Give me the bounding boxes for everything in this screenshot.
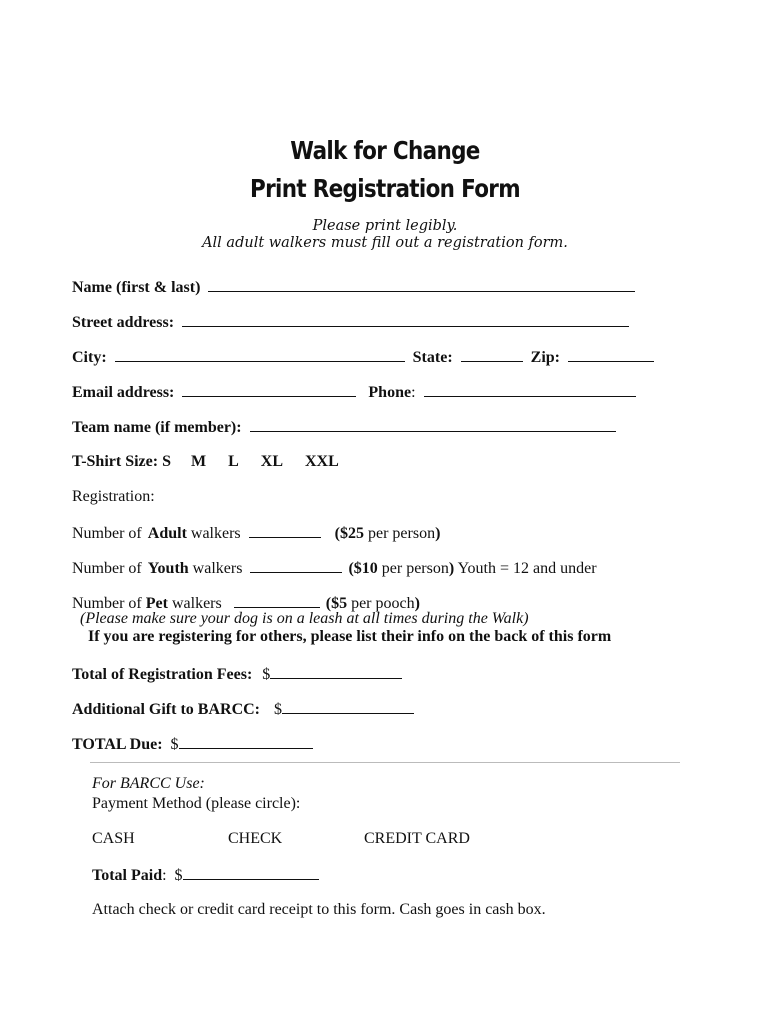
adult-label: Adult: [147, 525, 187, 542]
registration-heading: Registration:: [72, 488, 155, 505]
youth-price-unit: per person: [381, 560, 449, 577]
total-paid-field[interactable]: [183, 865, 319, 880]
zip-label: Zip:: [530, 349, 560, 366]
adult-walkers-row: [72, 523, 440, 543]
total-due-dollar: $: [170, 736, 179, 753]
payment-method-cash[interactable]: CASH: [92, 830, 135, 847]
pet-price: ($5: [325, 595, 348, 612]
street-label: Street address:: [72, 314, 175, 331]
youth-age-note: Youth = 12 and under: [457, 560, 597, 577]
youth-label: Youth: [147, 560, 189, 577]
total-due-row: [72, 734, 313, 754]
registration-fees-row: [72, 664, 402, 684]
registration-fees-label: Total of Registration Fees:: [72, 666, 253, 683]
tshirt-size-xxl[interactable]: XXL: [305, 453, 339, 470]
team-field[interactable]: [250, 417, 616, 432]
registration-fees-dollar: $: [262, 666, 271, 683]
tshirt-size-m[interactable]: M: [190, 453, 207, 470]
total-paid-dollar: $: [174, 867, 183, 884]
total-due-field[interactable]: [179, 734, 313, 749]
tshirt-row: [72, 453, 339, 471]
city-field[interactable]: [115, 347, 405, 362]
name-field[interactable]: [208, 277, 635, 292]
youth-suffix: walkers: [192, 560, 243, 577]
tshirt-label: T-Shirt Size: S: [72, 453, 171, 470]
form-title-line-2: Print Registration Form: [250, 174, 520, 203]
email-phone-row: [72, 382, 636, 402]
team-label: Team name (if member):: [72, 419, 242, 436]
attach-receipt-note: Attach check or credit card receipt to this form. Cash goes in cash box.: [92, 901, 546, 918]
total-paid-colon: :: [162, 867, 167, 884]
state-field[interactable]: [461, 347, 523, 362]
zip-field[interactable]: [568, 347, 654, 362]
name-label: Name (first & last): [72, 279, 201, 296]
email-field[interactable]: [182, 382, 356, 397]
email-label: Email address:: [72, 384, 175, 401]
street-row: [72, 312, 629, 332]
pet-price-unit: per pooch: [351, 595, 415, 612]
adult-suffix: walkers: [190, 525, 241, 542]
total-paid-label: Total Paid: [92, 867, 163, 884]
tshirt-size-xl[interactable]: XL: [260, 453, 283, 470]
phone-field[interactable]: [424, 382, 636, 397]
office-use-divider: [90, 762, 680, 763]
tshirt-size-l[interactable]: L: [228, 453, 239, 470]
phone-colon: :: [411, 384, 416, 401]
form-title-line-1: Walk for Change: [290, 136, 480, 165]
leash-note: (Please make sure your dog is on a leash at all times during the Walk): [80, 610, 529, 627]
youth-price-close: ): [448, 560, 455, 577]
total-paid-row: [92, 865, 319, 885]
youth-walkers-row: [72, 558, 597, 578]
phone-label: Phone: [368, 384, 412, 401]
adult-count-field[interactable]: [249, 523, 321, 538]
instruction-adult-walkers: All adult walkers must fill out a registration form.: [202, 235, 568, 251]
payment-method-credit-card[interactable]: CREDIT CARD: [364, 830, 470, 847]
state-label: State:: [412, 349, 453, 366]
others-note: If you are registering for others, please list their info on the back of this form: [88, 628, 612, 645]
office-use-label: For BARCC Use:: [92, 775, 205, 792]
adult-price: ($25: [334, 525, 364, 542]
city-label: City:: [72, 349, 107, 366]
gift-label: Additional Gift to BARCC:: [72, 701, 261, 718]
pet-count-field[interactable]: [234, 593, 320, 608]
youth-count-field[interactable]: [250, 558, 342, 573]
payment-method-check[interactable]: CHECK: [228, 830, 283, 847]
name-row: [72, 277, 635, 297]
adult-price-unit: per person: [367, 525, 436, 542]
youth-prefix: Number of: [72, 560, 142, 577]
payment-method-label: Payment Method (please circle):: [92, 795, 301, 812]
instruction-print-legibly: Please print legibly.: [312, 218, 458, 234]
pet-label: Pet: [145, 595, 168, 612]
team-row: [72, 417, 616, 437]
street-field[interactable]: [182, 312, 629, 327]
pet-prefix: Number of: [72, 595, 142, 612]
youth-price: ($10: [348, 560, 378, 577]
registration-fees-field[interactable]: [270, 664, 402, 679]
pet-suffix: walkers: [171, 595, 222, 612]
gift-row: [72, 699, 414, 719]
adult-price-close: ): [435, 525, 441, 542]
pet-price-close: ): [414, 595, 420, 612]
total-due-label: TOTAL Due:: [72, 736, 163, 753]
city-state-zip-row: [72, 347, 654, 367]
adult-prefix: Number of: [72, 525, 142, 542]
gift-field[interactable]: [282, 699, 414, 714]
gift-dollar: $: [274, 701, 283, 718]
